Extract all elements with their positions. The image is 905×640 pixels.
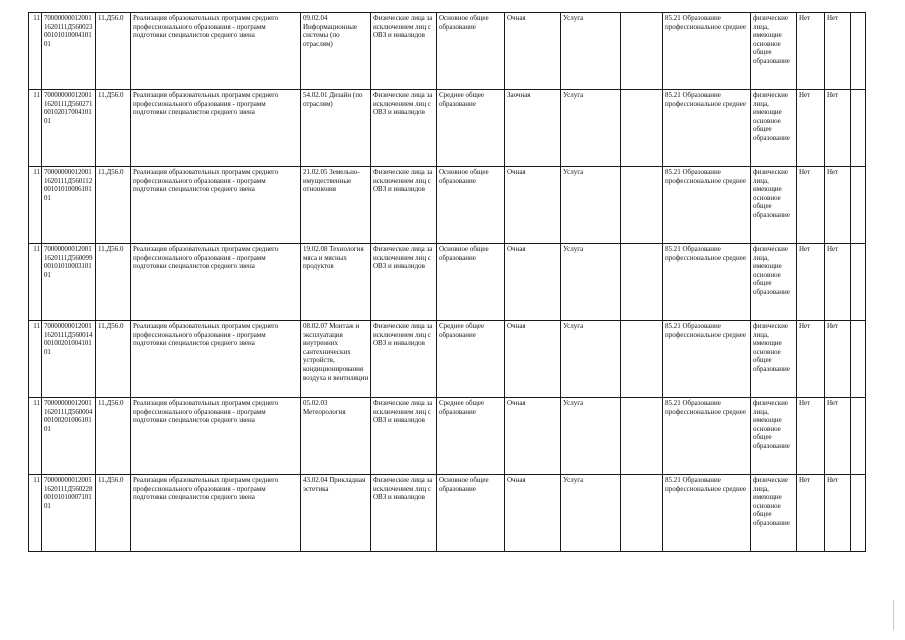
consumer-category: Физические лица за исключением лиц с ОВЗ и инвалидов [371,244,437,321]
okved: 85.21 Образование профессиональное среднее [663,475,751,552]
kbk-code: 11.Д56.0 [96,475,131,552]
empty-cell [851,167,866,244]
scan-margin-line [893,600,894,630]
person-category: физические лица, имеющие основное общее образование [751,398,797,475]
row-number: 11 [29,321,42,398]
empty-cell [621,13,663,90]
work-type: Услуга [561,475,621,552]
empty-cell [621,90,663,167]
work-type: Услуга [561,90,621,167]
okved: 85.21 Образование профессиональное среднее [663,321,751,398]
registry-code: 700000000120011620111Д5600990010101000310101 [42,244,96,321]
specialty: 43.02.04 Прикладная эстетика [301,475,371,552]
flag-cell: Нет [825,13,851,90]
study-form: Очная [505,475,561,552]
specialty: 54.02.01 Дизайн (по отраслям) [301,90,371,167]
study-form: Очная [505,167,561,244]
empty-cell [621,475,663,552]
row-number: 11 [29,398,42,475]
flag-cell: Нет [825,398,851,475]
registry-code: 700000000120011620111Д5600230010101000410101 [42,13,96,90]
flag-cell: Нет [825,90,851,167]
okved: 85.21 Образование профессиональное среднее [663,244,751,321]
person-category: физические лица, имеющие основное общее образование [751,13,797,90]
person-category: физические лица, имеющие основное общее образование [751,244,797,321]
study-form: Очная [505,398,561,475]
table-row [29,475,866,552]
kbk-code: 11.Д56.0 [96,167,131,244]
empty-cell [851,321,866,398]
specialty: 05.02.03 Метеорология [301,398,371,475]
study-form: Очная [505,244,561,321]
work-type: Услуга [561,398,621,475]
kbk-code: 11.Д56.0 [96,244,131,321]
empty-cell [851,90,866,167]
consumer-category: Физические лица за исключением лиц с ОВЗ и инвалидов [371,167,437,244]
table-row [29,321,866,398]
flag-cell: Нет [797,321,825,398]
kbk-code: 11.Д56.0 [96,90,131,167]
empty-cell [621,398,663,475]
base-education: Среднее общее образование [437,398,505,475]
service-name: Реализация образовательных программ среднего профессионального образования - программ подготовки специалистов среднего звена [131,90,301,167]
okved: 85.21 Образование профессиональное среднее [663,398,751,475]
table-row [29,167,866,244]
registry-code: 700000000120011620111Д5600040010020100610101 [42,398,96,475]
empty-cell [851,475,866,552]
consumer-category: Физические лица за исключением лиц с ОВЗ и инвалидов [371,475,437,552]
work-type: Услуга [561,167,621,244]
base-education: Основное общее образование [437,13,505,90]
base-education: Среднее общее образование [437,321,505,398]
row-number: 11 [29,90,42,167]
registry-code: 700000000120011620111Д5601120010101000610101 [42,167,96,244]
flag-cell: Нет [797,475,825,552]
flag-cell: Нет [825,167,851,244]
study-form: Заочная [505,90,561,167]
study-form: Очная [505,13,561,90]
flag-cell: Нет [797,398,825,475]
base-education: Среднее общее образование [437,90,505,167]
flag-cell: Нет [797,167,825,244]
consumer-category: Физические лица за исключением лиц с ОВЗ и инвалидов [371,321,437,398]
service-name: Реализация образовательных программ среднего профессионального образования - программ подготовки специалистов среднего звена [131,398,301,475]
consumer-category: Физические лица за исключением лиц с ОВЗ и инвалидов [371,90,437,167]
registry-code: 700000000120011620111Д5600140010020100410101 [42,321,96,398]
flag-cell: Нет [825,244,851,321]
work-type: Услуга [561,321,621,398]
base-education: Основное общее образование [437,167,505,244]
work-type: Услуга [561,244,621,321]
person-category: физические лица, имеющие основное общее образование [751,475,797,552]
specialty: 08.02.07 Монтаж и эксплуатация внутренних сантехнических устройств, кондиционирования воздуха и вентиляции [301,321,371,398]
empty-cell [851,13,866,90]
empty-cell [851,398,866,475]
empty-cell [621,167,663,244]
work-type: Услуга [561,13,621,90]
person-category: физические лица, имеющие основное общее образование [751,321,797,398]
kbk-code: 11.Д56.0 [96,321,131,398]
empty-cell [851,244,866,321]
registry-code: 700000000120011620111Д5602280010101000710101 [42,475,96,552]
table-row [29,244,866,321]
empty-cell [621,244,663,321]
row-number: 11 [29,244,42,321]
service-name: Реализация образовательных программ среднего профессионального образования - программ подготовки специалистов среднего звена [131,475,301,552]
base-education: Основное общее образование [437,244,505,321]
flag-cell: Нет [797,90,825,167]
service-name: Реализация образовательных программ среднего профессионального образования - программ подготовки специалистов среднего звена [131,167,301,244]
table-body [29,13,866,552]
base-education: Основное общее образование [437,475,505,552]
consumer-category: Физические лица за исключением лиц с ОВЗ и инвалидов [371,13,437,90]
flag-cell: Нет [825,475,851,552]
consumer-category: Физические лица за исключением лиц с ОВЗ и инвалидов [371,398,437,475]
okved: 85.21 Образование профессиональное среднее [663,13,751,90]
flag-cell: Нет [797,13,825,90]
service-name: Реализация образовательных программ среднего профессионального образования - программ подготовки специалистов среднего звена [131,321,301,398]
person-category: физические лица, имеющие основное общее образование [751,90,797,167]
flag-cell: Нет [825,321,851,398]
kbk-code: 11.Д56.0 [96,13,131,90]
specialty: 19.02.08 Технология мяса и мясных продуктов [301,244,371,321]
services-table [28,12,866,552]
registry-code: 700000000120011620111Д5602710010201700410101 [42,90,96,167]
row-number: 11 [29,167,42,244]
service-name: Реализация образовательных программ среднего профессионального образования - программ подготовки специалистов среднего звена [131,244,301,321]
empty-cell [621,321,663,398]
okved: 85.21 Образование профессиональное среднее [663,167,751,244]
person-category: физические лица, имеющие основное общее образование [751,167,797,244]
specialty: 21.02.05 Земельно-имущественные отношения [301,167,371,244]
table-row [29,398,866,475]
specialty: 09.02.04 Информационные системы (по отраслям) [301,13,371,90]
kbk-code: 11.Д56.0 [96,398,131,475]
study-form: Очная [505,321,561,398]
table-row [29,13,866,90]
service-name: Реализация образовательных программ среднего профессионального образования - программ подготовки специалистов среднего звена [131,13,301,90]
row-number: 11 [29,13,42,90]
flag-cell: Нет [797,244,825,321]
okved: 85.21 Образование профессиональное среднее [663,90,751,167]
row-number: 11 [29,475,42,552]
table-row [29,90,866,167]
